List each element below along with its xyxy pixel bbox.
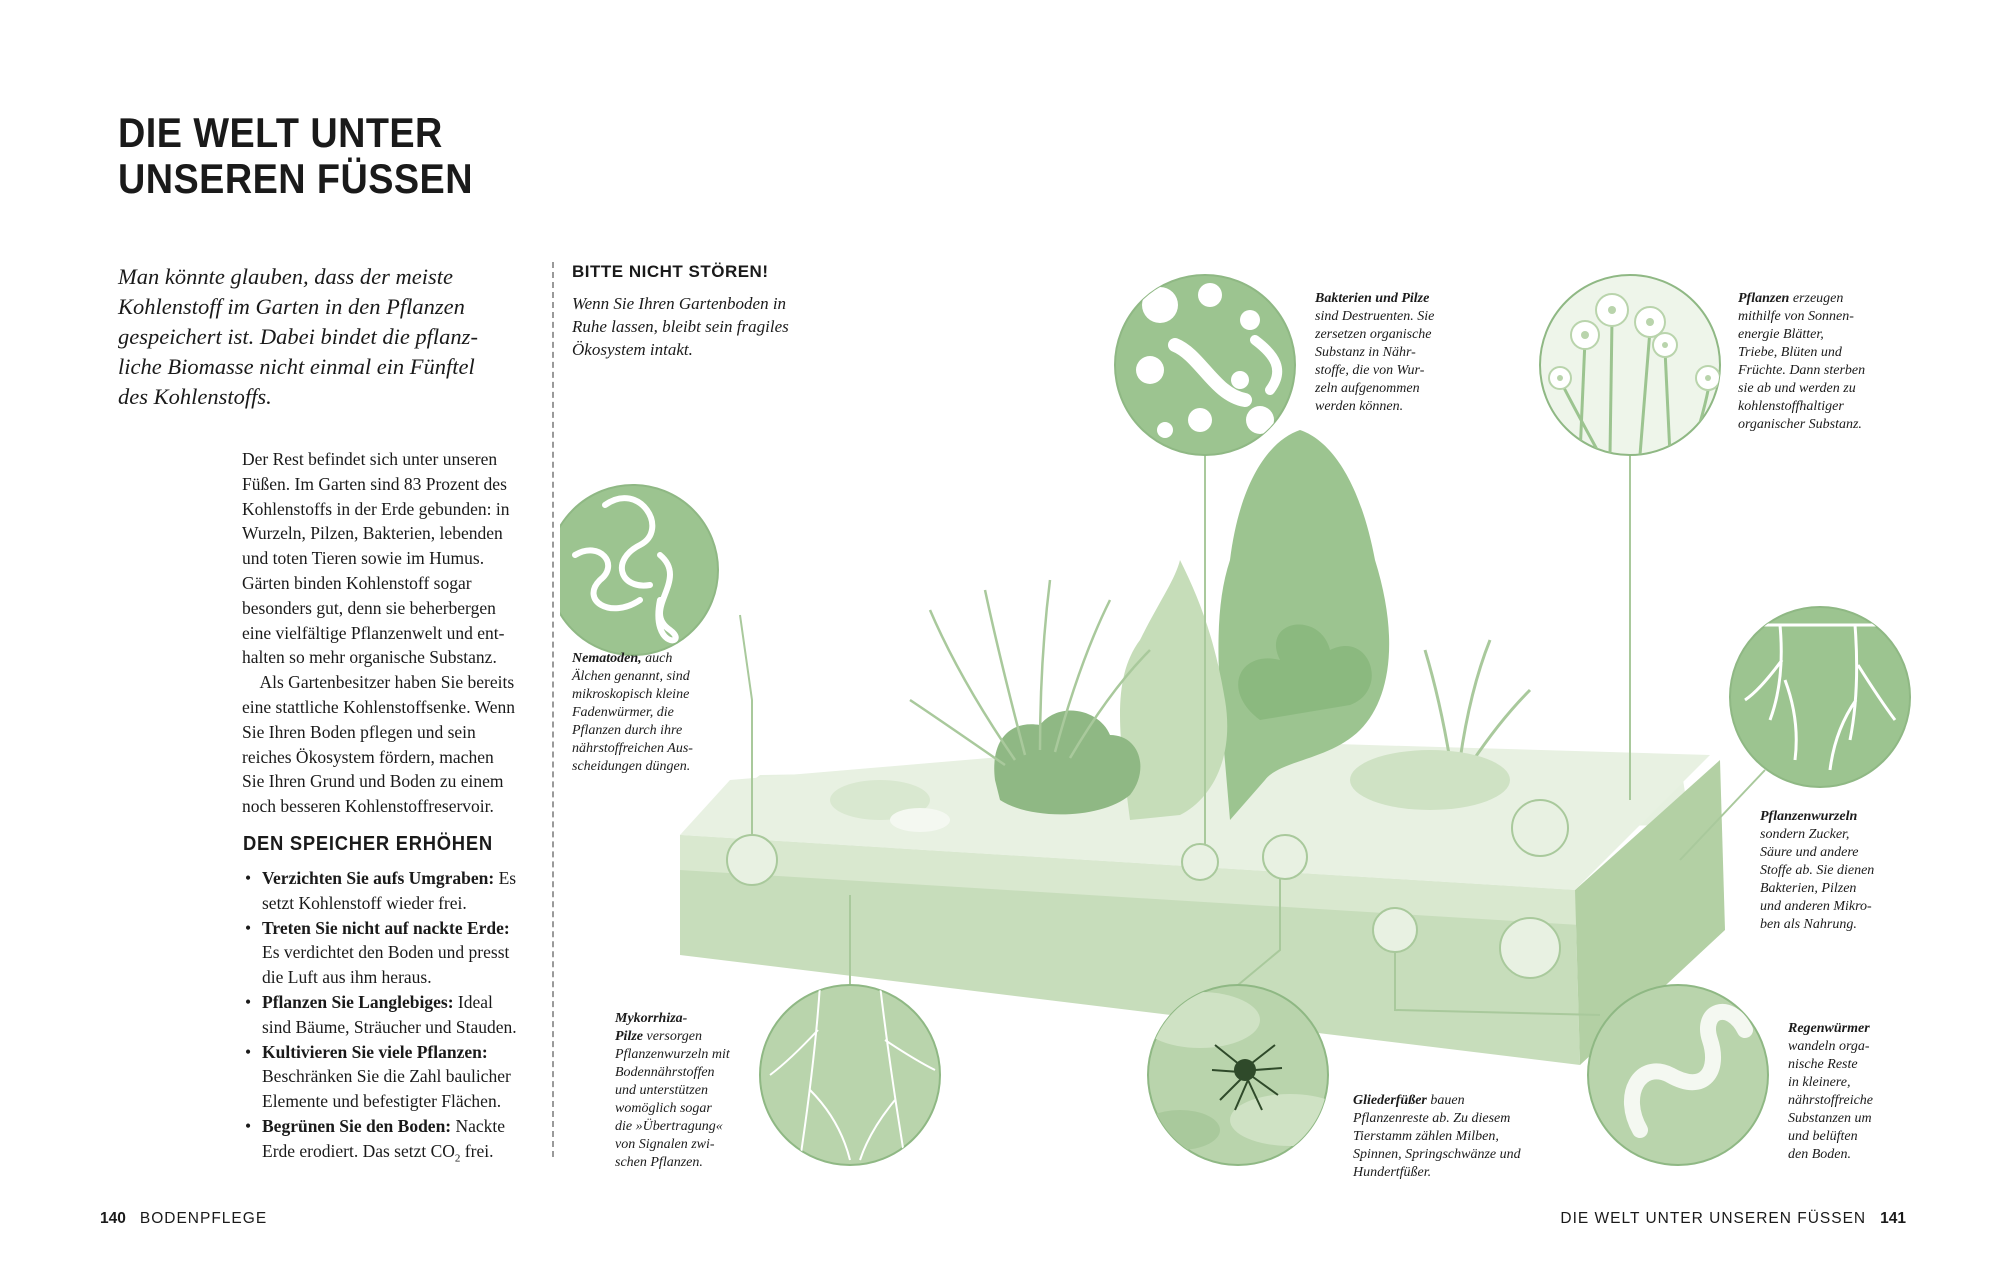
- caption-line: von Signalen zwi-: [615, 1137, 715, 1152]
- caption-line: sie ab und werden zu: [1738, 381, 1856, 396]
- item-text: setzt Kohlenstoff wieder frei.: [262, 892, 467, 913]
- caption-line: Hundertfüßer.: [1353, 1165, 1432, 1180]
- list-item: [243, 1114, 543, 1171]
- body-line: reiches Ökosystem fördern, machen: [242, 746, 494, 767]
- caption-line: Substanzen um: [1788, 1111, 1872, 1126]
- item-bold: Kultivieren Sie viele Pflanzen:: [262, 1041, 488, 1062]
- title-line-2: UNSEREN FÜSSEN: [118, 155, 473, 202]
- intro-text: [118, 262, 518, 412]
- speicher-heading: DEN SPEICHER ERHÖHEN: [243, 833, 493, 855]
- caption-line: organischer Substanz.: [1738, 417, 1862, 432]
- caption-line: bauen: [1426, 1093, 1465, 1108]
- body-line: Füßen. Im Garten sind 83 Prozent des: [242, 473, 507, 494]
- body-line: halten so mehr organische Substanz.: [242, 647, 497, 668]
- caption-line: nische Reste: [1788, 1057, 1858, 1072]
- caption-line: Säure und andere: [1760, 845, 1859, 860]
- caption-line: schen Pflanzen.: [615, 1155, 703, 1170]
- bullet-icon: •: [245, 991, 252, 1012]
- caption-line: wandeln orga-: [1788, 1039, 1870, 1054]
- body-line: eine stattliche Kohlenstoffsenke. Wenn: [242, 696, 516, 717]
- caption-line: Bakterien, Pilzen: [1760, 881, 1857, 896]
- chapter-label: DIE WELT UNTER UNSEREN FÜSSEN: [1560, 1210, 1867, 1227]
- caption-line: Spinnen, Springschwänze und: [1353, 1147, 1521, 1162]
- caption-line: Substanz in Nähr-: [1315, 345, 1416, 360]
- box-line: Ökosystem intakt.: [572, 340, 693, 359]
- bullet-icon: •: [245, 1041, 252, 1062]
- dashed-divider: [552, 262, 554, 1157]
- caption-line: Tierstamm zählen Milben,: [1353, 1129, 1499, 1144]
- body-line: Sie Ihren Grund und Boden zu einem: [242, 771, 504, 792]
- co2-subscript: 2: [454, 1152, 461, 1165]
- detail-circle-pflanzen: [1540, 275, 1720, 455]
- section-label: BODENPFLEGE: [139, 1210, 268, 1227]
- intro-line: Man könnte glauben, dass der meiste: [118, 264, 453, 289]
- item-bold: Begrünen Sie den Boden:: [262, 1115, 452, 1136]
- caption-line: die »Übertragung«: [615, 1119, 723, 1134]
- body-line: Sie Ihren Boden pflegen und sein: [242, 721, 476, 742]
- list-item: [243, 916, 543, 990]
- page-number-left: 140: [100, 1210, 126, 1227]
- item-text: Es verdichtet den Boden und presst: [262, 942, 510, 963]
- caption-line: Bodennährstoffen: [615, 1065, 715, 1080]
- caption-wurzeln: [1760, 808, 1874, 934]
- title-line-1: DIE WELT UNTER: [118, 109, 443, 156]
- caption-line: nährstoffreiche: [1788, 1093, 1874, 1108]
- caption-bold: Pflanzenwurzeln: [1760, 809, 1858, 824]
- speicher-list: [243, 866, 543, 1171]
- body-line: noch besseren Kohlenstoffreservoir.: [242, 796, 494, 817]
- detail-circle-wurzeln: [1730, 607, 1910, 787]
- box-line: Wenn Sie Ihren Gartenboden in: [572, 294, 787, 313]
- body-line: Gärten binden Kohlenstoff sogar: [242, 572, 472, 593]
- caption-bold: Regenwürmer: [1788, 1021, 1870, 1036]
- caption-nematoden: [572, 650, 693, 776]
- caption-line: Triebe, Blüten und: [1738, 345, 1842, 360]
- caption-line: nährstoffreichen Aus-: [572, 741, 693, 756]
- footer-left: [100, 1210, 267, 1228]
- detail-circle-regenwuermer: [1588, 985, 1768, 1165]
- caption-gliederfuesser: [1353, 1092, 1521, 1182]
- list-item: [243, 990, 543, 1040]
- item-bold: Treten Sie nicht auf nackte Erde:: [262, 917, 510, 938]
- caption-line: energie Blätter,: [1738, 327, 1824, 342]
- item-text: Erde erodiert. Das setzt CO: [262, 1140, 455, 1161]
- caption-line: auch: [641, 651, 673, 666]
- caption-line: versorgen: [643, 1029, 702, 1044]
- intro-line: gespeichert ist. Dabei bindet die pflanz-: [118, 324, 478, 349]
- caption-line: ben als Nahrung.: [1760, 917, 1857, 932]
- caption-line: Pflanzenwurzeln mit: [615, 1047, 730, 1062]
- caption-bold: Pflanzen: [1738, 291, 1790, 306]
- caption-line: scheidungen düngen.: [572, 759, 691, 774]
- bullet-icon: •: [245, 868, 252, 888]
- list-item: [243, 866, 543, 916]
- item-bold: Pflanzen Sie Langlebiges:: [262, 991, 454, 1012]
- item-text: Beschränken Sie die Zahl baulicher: [262, 1066, 511, 1087]
- caption-line: und belüften: [1788, 1129, 1858, 1144]
- caption-line: womöglich sogar: [615, 1101, 712, 1116]
- body-line: eine vielfältige Pflanzenwelt und ent-: [242, 622, 505, 643]
- detail-circle-bakterien: [1115, 275, 1295, 455]
- caption-line: Fadenwürmer, die: [572, 705, 674, 720]
- caption-line: Pflanzen durch ihre: [572, 723, 683, 738]
- caption-line: Pflanzenreste ab. Zu diesem: [1353, 1111, 1511, 1126]
- body-line: Wurzeln, Pilzen, Bakterien, lebenden: [242, 523, 503, 544]
- body-line: und toten Tieren sowie im Humus.: [242, 548, 485, 569]
- caption-bakterien: [1315, 290, 1434, 416]
- body-text: [242, 447, 542, 819]
- caption-regenwuermer: [1788, 1020, 1873, 1164]
- bullet-icon: •: [245, 1115, 252, 1136]
- caption-bold: Mykorrhiza-: [615, 1011, 688, 1026]
- caption-line: stoffe, die von Wur-: [1315, 363, 1425, 378]
- caption-line: mithilfe von Sonnen-: [1738, 309, 1854, 324]
- caption-line: kohlenstoffhaltiger: [1738, 399, 1844, 414]
- caption-line: mikroskopisch kleine: [572, 687, 690, 702]
- caption-line: Älchen genannt, sind: [572, 669, 690, 684]
- item-text: frei.: [460, 1140, 494, 1161]
- item-text: die Luft aus ihm heraus.: [262, 967, 432, 988]
- body-line: Als Gartenbesitzer haben Sie bereits: [242, 672, 515, 693]
- caption-bold: Bakterien und Pilze: [1315, 291, 1430, 306]
- intro-line: Kohlenstoff im Garten in den Pflanzen: [118, 294, 465, 319]
- item-text: Elemente und befestigter Flächen.: [262, 1091, 502, 1112]
- caption-bold: Gliederfüßer: [1353, 1093, 1427, 1108]
- caption-line: erzeugen: [1789, 291, 1844, 306]
- item-text: sind Bäume, Sträucher und Stauden.: [262, 1016, 517, 1037]
- detail-circle-mykorrhiza: [760, 985, 940, 1165]
- page-number-right: 141: [1880, 1210, 1906, 1227]
- body-line: Der Rest befindet sich unter unseren: [242, 449, 498, 469]
- detail-circle-nematoden: [560, 485, 718, 655]
- bullet-icon: •: [245, 917, 252, 938]
- item-text: Ideal: [457, 991, 493, 1012]
- caption-line: Früchte. Dann sterben: [1738, 363, 1866, 378]
- caption-line: zersetzen organische: [1315, 327, 1432, 342]
- caption-line: in kleinere,: [1788, 1075, 1851, 1090]
- intro-line: des Kohlenstoffs.: [118, 384, 272, 409]
- caption-line: und unterstützen: [615, 1083, 708, 1098]
- caption-bold: Pilze: [615, 1029, 643, 1044]
- caption-pflanzen: [1738, 290, 1865, 434]
- caption-line: und anderen Mikro-: [1760, 899, 1872, 914]
- box-line: Ruhe lassen, bleibt sein fragiles: [572, 317, 789, 336]
- caption-line: den Boden.: [1788, 1147, 1851, 1162]
- item-text: Es: [498, 868, 517, 888]
- caption-mykorrhiza: [615, 1010, 730, 1172]
- caption-line: Stoffe ab. Sie dienen: [1760, 863, 1875, 878]
- item-text: Nackte: [455, 1115, 506, 1136]
- caption-bold: Nematoden,: [572, 651, 642, 666]
- item-bold: Verzichten Sie aufs Umgraben:: [262, 868, 495, 888]
- body-line: besonders gut, denn sie beherbergen: [242, 597, 496, 618]
- list-item: [243, 1040, 543, 1114]
- caption-line: sind Destruenten. Sie: [1315, 309, 1435, 324]
- footer-right: [1560, 1210, 1906, 1228]
- caption-line: sondern Zucker,: [1760, 827, 1850, 842]
- page-title: [118, 110, 473, 202]
- intro-line: liche Biomasse nicht einmal ein Fünftel: [118, 354, 475, 379]
- caption-line: zeln aufgenommen: [1315, 381, 1420, 396]
- box-heading: BITTE NICHT STÖREN!: [572, 262, 769, 281]
- body-line: Kohlenstoffs in der Erde gebunden: in: [242, 498, 510, 519]
- caption-line: werden können.: [1315, 399, 1404, 414]
